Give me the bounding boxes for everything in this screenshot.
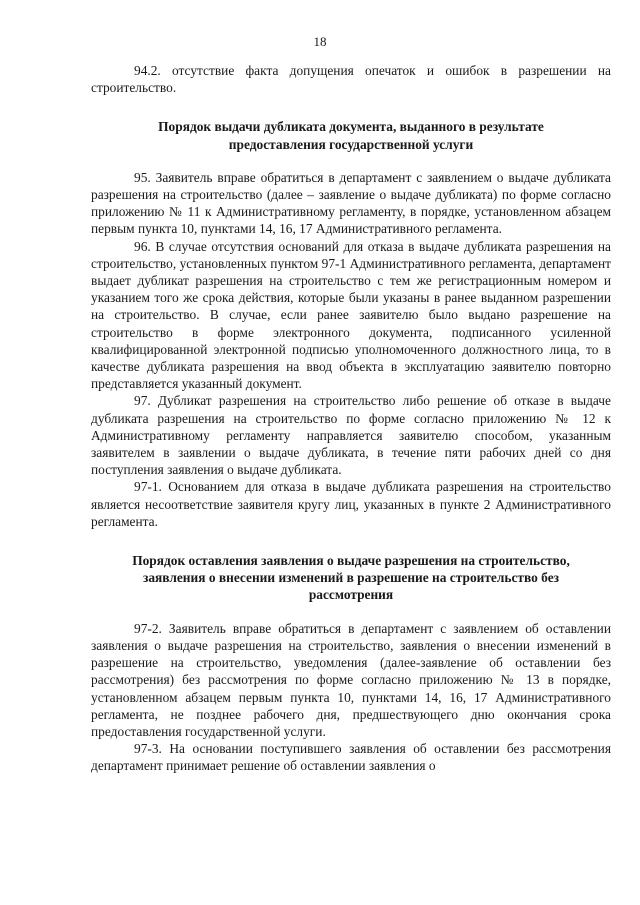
section-heading-duplicate: [91, 118, 611, 152]
heading-line: Порядок выдачи дубликата документа, выданного в результате: [158, 119, 544, 135]
paragraph-97-2: 97-2. Заявитель вправе обратиться в департамент с заявлением об оставлении заявления о выдаче разрешения на строительство, заявления о внесении изменений в разрешение на строительство, уведомления (далее-заявление об оставлении без рассмотрения) без рассмотрения по форме согласно приложению № 13 в порядке, установленном абзацем первым пункта 10, пунктами 14, 16, 17 Административного регламента, не позднее рабочего дня, предшествующего дню окончания срока предоставления государственной услуги.: [91, 620, 611, 739]
paragraph-97-1: 97-1. Основанием для отказа в выдаче дубликата разрешения на строительство является несоответствие заявителя кругу лиц, указанных в пункте 2 Административного регламента.: [91, 479, 611, 529]
page-number: 18: [313, 34, 327, 49]
heading-line: Порядок оставления заявления о выдаче разрешения на строительство,: [132, 553, 570, 569]
heading-line: заявления о внесении изменений в разрешение на строительство без: [142, 570, 560, 586]
section-heading-leave-without-review: [91, 552, 611, 604]
paragraph-96: 96. В случае отсутствия оснований для отказа в выдаче дубликата разрешения на строительство, установленных пунктом 97-1 Административного регламента, департамент выдает дубликат разрешения на строительство с тем же регистрационным номером и указанием того же срока действия, которые были указаны в ранее выданном разрешении на строительство. В случае, если ранее заявителю было выдано разрешение на строительство в форме электронного документа, подписанного усиленной квалифицированной электронной подписью уполномоченного должностного лица, то в качестве дубликата разрешения на ввод объекта в эксплуатацию заявителю повторно представляется указанный документ.: [91, 238, 611, 392]
document-body: [91, 62, 611, 775]
heading-line: рассмотрения: [308, 587, 394, 603]
paragraph-94-2: 94.2. отсутствие факта допущения опечаток и ошибок в разрешении на строительство.: [91, 63, 611, 96]
heading-line: предоставления государственной услуги: [228, 136, 474, 152]
paragraph-97-3: 97-3. На основании поступившего заявления об оставлении без рассмотрения департамент принимает решение об оставлении заявления о: [91, 741, 611, 774]
paragraph-97: 97. Дубликат разрешения на строительство либо решение об отказе в выдаче дубликата разрешения на строительство по форме согласно приложению № 12 к Административному регламенту направляется заявителю способом, указанным заявителем в заявлении о выдаче дубликата, в течение пяти рабочих дней со дня поступления заявления о выдаче дубликата.: [91, 393, 611, 478]
paragraph-95: 95. Заявитель вправе обратиться в департамент с заявлением о выдаче дубликата разрешения на строительство (далее – заявление о выдаче дубликата) по форме согласно приложению № 11 к Административному регламенту, в порядке, установленном абзацем первым пункта 10, пунктами 14, 16, 17 Административного регламента.: [91, 169, 611, 237]
